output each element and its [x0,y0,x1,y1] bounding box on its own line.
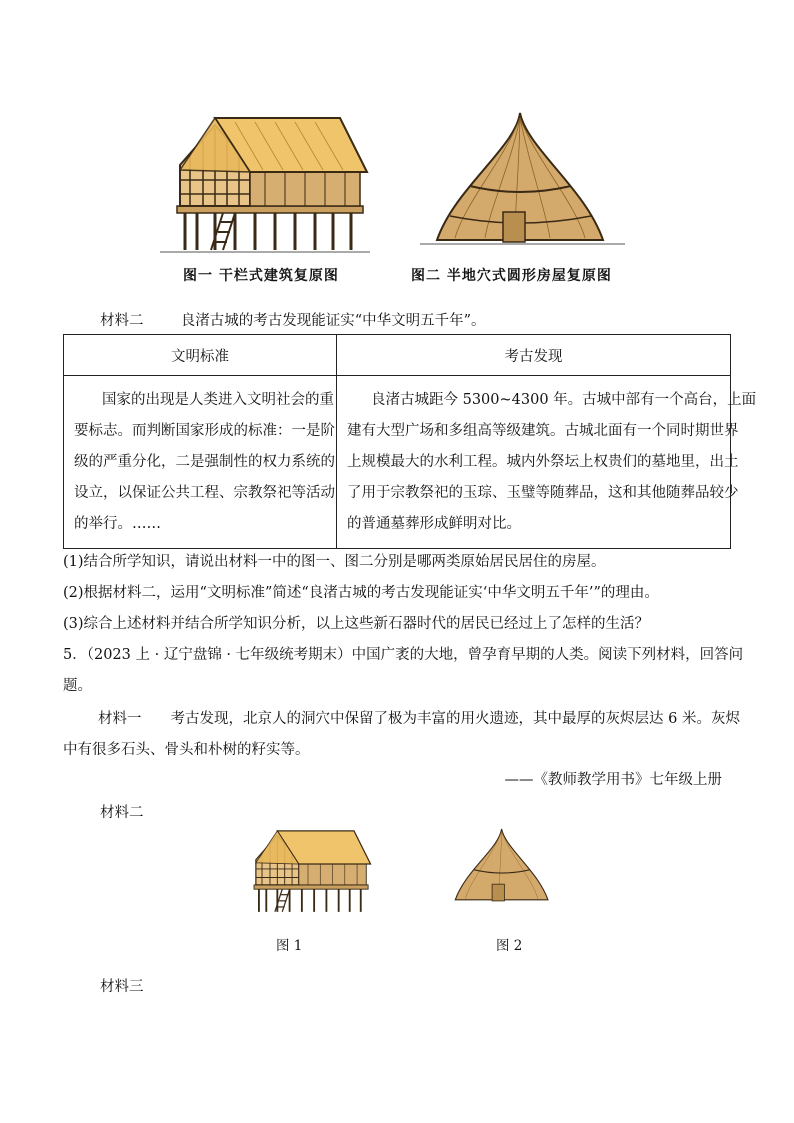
figure-small-1-caption: 图 1 [276,938,303,954]
table-cell-line: 国家的出现是人类进入文明社会的重 [102,392,334,408]
figure-1-caption: 图一 干栏式建筑复原图 [183,268,339,284]
material1-line2: 中有很多石头、骨头和朴树的籽实等。 [63,742,310,758]
question-3: (3)综合上述材料并结合所学知识分析，以上这些新石器时代的居民已经过上了怎样的生活？ [63,616,650,632]
figure-2-caption: 图二 半地穴式圆形房屋复原图 [411,268,612,284]
question-5-line1: 5．（2023 上 · 辽宁盘锦 · 七年级统考期末）中国广袤的大地，曾孕育早期的人类。阅读下列材料，回答问 [63,647,744,663]
material2b-label: 材料二 [100,805,144,821]
stilt-house-illustration-large [155,110,375,260]
material1-line1: 材料一 考古发现，北京人的洞穴中保留了极为丰富的用火遗迹，其中最厚的灰烬层达 6 米。灰烬 [98,711,740,727]
table-cell-line: 良渚古城距今 5300~4300 年。古城中部有一个高台，上面 [371,392,757,408]
question-2: (2)根据材料二，运用“文明标准”简述“良渚古城的考古发现能证实‘中华文明五千年’”的理由。 [63,585,659,601]
table-cell-discovery [337,376,757,549]
question-5-line2: 题。 [63,678,92,694]
material1-source: ——《教师教学用书》七年级上册 [504,772,722,788]
table-cell-line: 建有大型广场和多组高等级建筑。古城北面有一个同时期世界 [347,423,739,439]
table-header-discovery: 考古发现 [337,335,731,376]
table-cell-line: 的普通墓葬形成鲜明对比。 [347,516,521,532]
round-hut-illustration-large [415,108,630,258]
material2-intro [100,311,486,331]
table-cell-standard [64,376,337,549]
question-1: (1)结合所学知识，请说出材料一中的图一、图二分别是哪两类原始居民居住的房屋。 [63,554,606,570]
material2-label: 材料二 [100,313,144,329]
material3-label: 材料三 [100,979,144,995]
stilt-house-illustration-small [240,826,376,918]
table-cell-line: 级的严重分化，二是强制性的权力系统的 [74,454,335,470]
table-cell-line: 上规模最大的水利工程。城内外祭坛上权贵们的墓地里，出土 [347,454,739,470]
table-cell-line: 要标志。而判断国家形成的标准：一是阶 [74,423,335,439]
table-cell-line: 设立，以保证公共工程、宗教祭祀等活动 [74,485,335,501]
table-cell-line: 的举行。…… [74,516,161,532]
table-header-standard: 文明标准 [64,335,337,376]
table-cell-line: 了用于宗教祭祀的玉琮、玉璧等随葬品，这和其他随葬品较少 [347,485,739,501]
round-hut-illustration-small [443,822,563,914]
material2-text: 良渚古城的考古发现能证实“中华文明五千年”。 [180,313,486,329]
figure-small-2-caption: 图 2 [496,938,523,954]
civilization-table [63,334,757,549]
